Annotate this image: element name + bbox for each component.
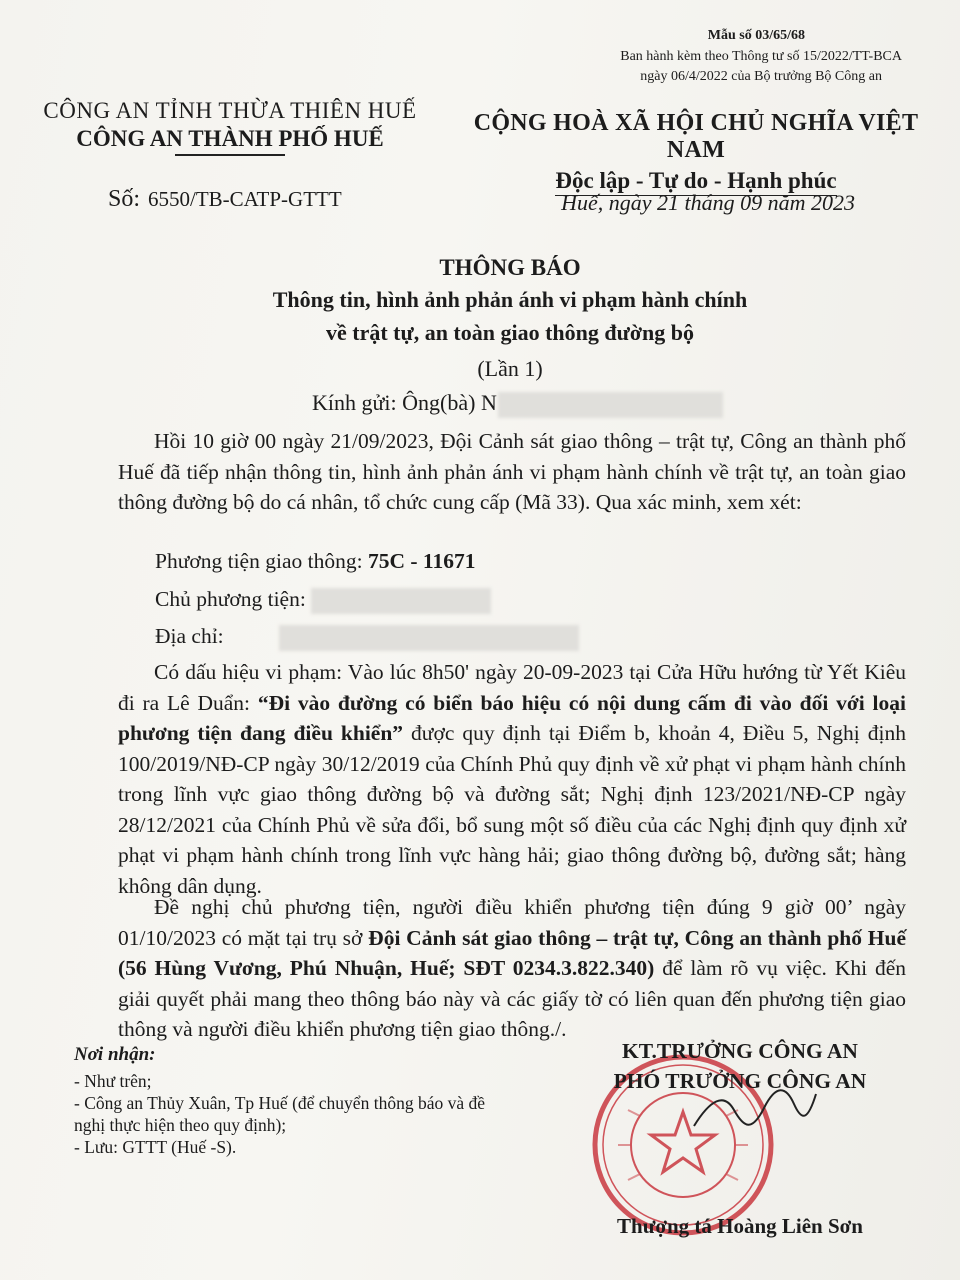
- national-header: [446, 110, 946, 194]
- doc-subtitle-2: về trật tự, an toàn giao thông đường bộ: [325, 320, 694, 345]
- signer-name: Thượng tá Hoàng Liên Sơn: [617, 1214, 863, 1238]
- violation-lead: Có dấu hiệu vi phạm: Vào lúc 8h50' ngày 20-09-2023 tại Cửa Hữu hướng từ Yết Kiêu đi ra Lê Duẩn:: [118, 660, 906, 715]
- signer-title-1: KT.TRƯỞNG CÔNG AN: [622, 1039, 858, 1063]
- greeting-label: Kính gửi: Ông(bà) N: [312, 390, 497, 415]
- paragraph-request: [118, 892, 906, 1045]
- request-lead: Đề nghị chủ phương tiện, người điều khiển phương tiện đúng 9 giờ 00’ ngày 01/10/2023 có mặt tại trụ sở: [118, 895, 906, 950]
- request-rest: để làm rõ vụ việc. Khi đến giải quyết phải mang theo thông báo này và các giấy tờ có liên quan đến phương tiện giao thông và người điều khiển phương tiện giao thông./.: [118, 956, 907, 1041]
- issuing-agency: [40, 98, 420, 156]
- paragraph-violation: [118, 657, 906, 901]
- form-number: Mẫu số 03/65/68: [707, 28, 805, 43]
- parent-agency: CÔNG AN TỈNH THỪA THIÊN HUẾ: [43, 98, 417, 123]
- nation-name: CỘNG HOÀ XÃ HỘI CHỦ NGHĨA VIỆT NAM: [473, 110, 919, 163]
- agency-underline: [175, 154, 285, 156]
- recipients-block: [74, 1044, 514, 1158]
- vehicle-label: Phương tiện giao thông:: [155, 549, 368, 573]
- doc-subtitle-1: Thông tin, hình ảnh phản ánh vi phạm hành chính: [272, 287, 748, 312]
- form-reference: [620, 47, 902, 87]
- unit-agency: CÔNG AN THÀNH PHỐ HUẾ: [76, 126, 384, 151]
- notice-round: (Lần 1): [477, 356, 543, 381]
- form-ref-line1: Ban hành kèm theo Thông tư số 15/2022/TT-BCA: [620, 49, 902, 64]
- signer-title-2: PHÓ TRƯỞNG CÔNG AN: [613, 1069, 867, 1093]
- violation-quote: “Đi vào đường có biển báo hiệu có nội dung cấm đi vào đối với loại phương tiện đang điều khiển”: [118, 690, 906, 745]
- redacted-name: [498, 392, 723, 418]
- redacted-owner: [311, 588, 491, 614]
- owner-line: [155, 587, 491, 614]
- address-label: Địa chỉ:: [155, 624, 224, 648]
- doc-title: THÔNG BÁO: [439, 255, 581, 280]
- greeting: [312, 390, 723, 418]
- recipient-item: - Công an Thủy Xuân, Tp Huế (để chuyển thông báo và đề nghị thực hiện theo quy định);: [74, 1093, 485, 1135]
- nation-motto: Độc lập - Tự do - Hạnh phúc: [555, 168, 836, 196]
- document-number: [108, 186, 342, 213]
- redacted-address: [279, 625, 579, 651]
- violation-legal-basis: được quy định tại Điểm b, khoản 4, Điều 5, Nghị định 100/2019/NĐ-CP ngày 30/12/2019 của Chính Phủ quy định về xử phạt vi phạm hành chính trong lĩnh vực giao thông đường bộ và đường sắt; Nghị định 123/2021/NĐ-CP ngày 28/12/2021 của Chính Phủ về sửa đổi, bổ sung một số điều của các Nghị định quy định xử phạt vi phạm hành chính trong lĩnh vực hàng hải; giao thông đường bộ, đường sắt; hàng không dân dụng.: [118, 721, 907, 898]
- recipients-heading: Nơi nhận:: [74, 1044, 156, 1065]
- owner-label: Chủ phương tiện:: [155, 587, 306, 611]
- address-line: [155, 624, 579, 651]
- vehicle-plate: 75C - 11671: [367, 549, 476, 573]
- place-date: Huế, ngày 21 tháng 09 năm 2023: [561, 190, 855, 215]
- recipient-item: - Như trên;: [74, 1071, 152, 1091]
- signer-block: [570, 1036, 910, 1239]
- doc-number-label: Số:: [108, 186, 141, 212]
- doc-number-value: 6550/TB-CATP-GTTT: [148, 187, 342, 211]
- recipient-item: - Lưu: GTTT (Huế -S).: [74, 1137, 237, 1157]
- paragraph-intake: Hồi 10 giờ 00 ngày 21/09/2023, Đội Cảnh sát giao thông – trật tự, Công an thành phố Huế đã tiếp nhận thông tin, hình ảnh phản ánh vi phạm hành chính về trật tự, an toàn giao thông đường bộ do cá nhân, tổ chức cung cấp (Mã 33). Qua xác minh, xem xét:: [118, 429, 906, 514]
- vehicle-line: [155, 549, 475, 574]
- request-office: Đội Cảnh sát giao thông – trật tự, Công an thành phố Huế (56 Hùng Vương, Phú Nhuận, Huế; SĐT 0234.3.822.340): [118, 925, 906, 980]
- form-ref-line2: ngày 06/4/2022 của Bộ trưởng Bộ Công an: [640, 69, 882, 84]
